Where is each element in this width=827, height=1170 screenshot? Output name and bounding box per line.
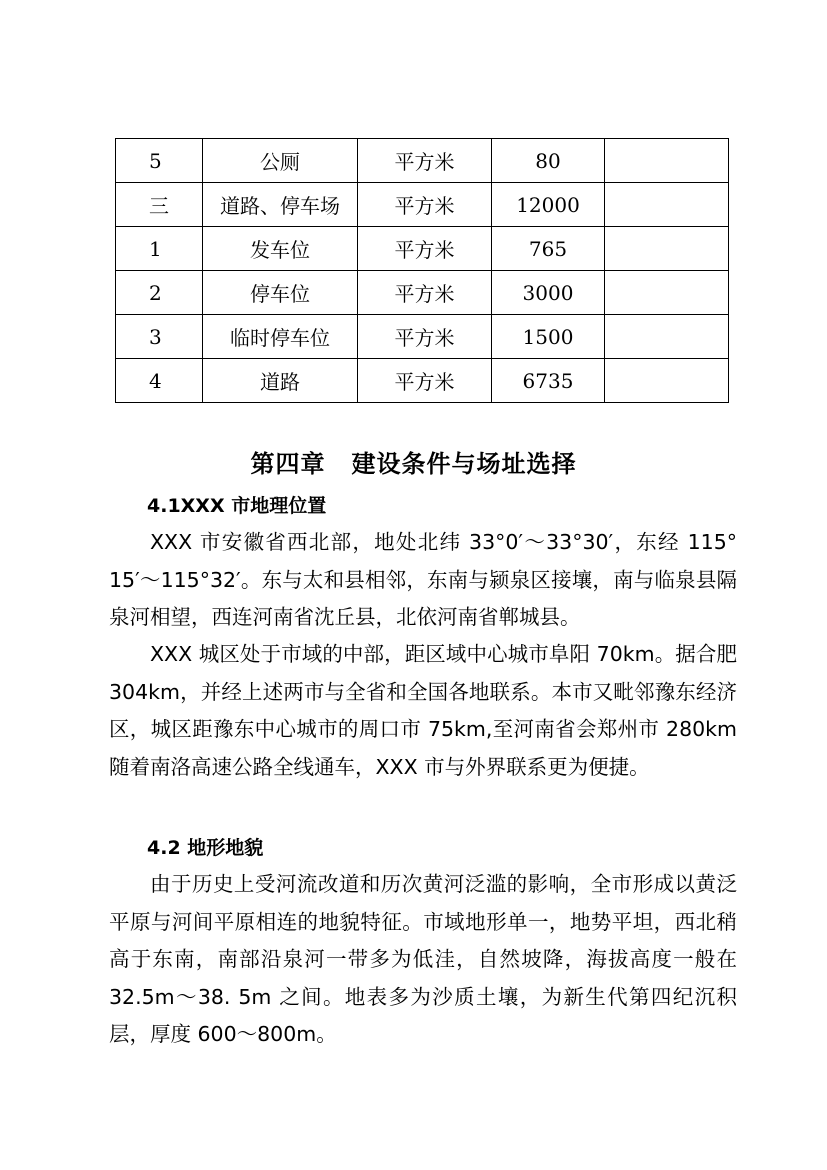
area-table xyxy=(115,138,729,403)
table-cell-unit: 平方米 xyxy=(358,183,492,227)
chapter-title xyxy=(0,444,827,479)
paragraph-location-1: XXX 市安徽省西北部，地处北纬 33°0′～33°30′，东经 115° 15′～115°32′。东与太和县相邻，东南与颍泉区接壤，南与临泉县隔泉河相望，西连河南省沈丘县，北依河南省郸城县。 xyxy=(109,530,737,629)
table-row xyxy=(116,271,729,315)
table-row xyxy=(116,139,729,183)
table-cell-value: 12000 xyxy=(492,183,605,227)
table-cell-note xyxy=(605,139,729,183)
area-table-body xyxy=(116,139,729,403)
table-cell-item: 道路 xyxy=(203,359,358,403)
table-cell-no: 三 xyxy=(116,183,203,227)
table-cell-unit: 平方米 xyxy=(358,359,492,403)
chapter-name: 建设条件与场址选择 xyxy=(351,450,577,478)
area-table-container xyxy=(115,138,729,403)
paragraph-terrain: 由于历史上受河流改道和历次黄河泛滥的影响，全市形成以黄泛平原与河间平原相连的地貌特征。市域地形单一，地势平坦，西北稍高于东南，南部沿泉河一带多为低洼，自然坡降，海拔高度一般在 32.5m～38. 5m 之间。地表多为沙质土壤，为新生代第四纪沉积层，厚度 600～800m。 xyxy=(109,872,737,1046)
table-cell-unit: 平方米 xyxy=(358,315,492,359)
table-cell-no: 2 xyxy=(116,271,203,315)
table-cell-unit: 平方米 xyxy=(358,271,492,315)
table-cell-no: 3 xyxy=(116,315,203,359)
table-cell-note xyxy=(605,315,729,359)
table-cell-note xyxy=(605,183,729,227)
table-cell-value: 1500 xyxy=(492,315,605,359)
paragraph-location-2: XXX 城区处于市域的中部，距区域中心城市阜阳 70km。据合肥 304km，并经上述两市与全省和全国各地联系。本市又毗邻豫东经济区，城区距豫东中心城市的周口市 75km,至河南省会郑州市 280km 随着南洛高速公路全线通车，XXX 市与外界联系更为便捷。 xyxy=(109,642,737,779)
table-cell-item: 道路、停车场 xyxy=(203,183,358,227)
table-cell-item: 停车位 xyxy=(203,271,358,315)
table-row xyxy=(116,315,729,359)
table-cell-value: 6735 xyxy=(492,359,605,403)
table-cell-note xyxy=(605,271,729,315)
table-cell-item: 发车位 xyxy=(203,227,358,271)
table-cell-item: 公厕 xyxy=(203,139,358,183)
table-cell-unit: 平方米 xyxy=(358,139,492,183)
table-cell-no: 4 xyxy=(116,359,203,403)
table-cell-value: 3000 xyxy=(492,271,605,315)
table-row xyxy=(116,359,729,403)
section-heading-4-1: 4.1XXX 市地理位置 xyxy=(147,495,327,517)
table-cell-value: 80 xyxy=(492,139,605,183)
table-cell-item: 临时停车位 xyxy=(203,315,358,359)
table-cell-no: 5 xyxy=(116,139,203,183)
chapter-number: 第四章 xyxy=(250,450,326,478)
table-row xyxy=(116,183,729,227)
table-cell-unit: 平方米 xyxy=(358,227,492,271)
table-cell-note xyxy=(605,227,729,271)
table-cell-note xyxy=(605,359,729,403)
table-row xyxy=(116,227,729,271)
table-cell-no: 1 xyxy=(116,227,203,271)
section-heading-4-2: 4.2 地形地貌 xyxy=(147,837,264,859)
table-cell-value: 765 xyxy=(492,227,605,271)
